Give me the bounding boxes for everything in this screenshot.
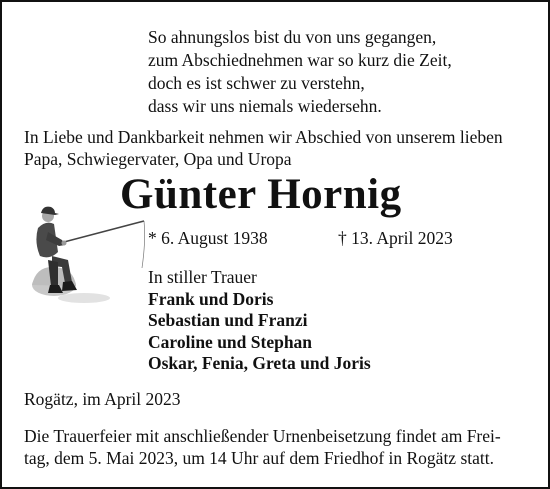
birth-date: * 6. August 1938 <box>148 228 268 248</box>
poem-line: So ahnungslos bist du von uns gegangen, <box>148 27 437 47</box>
poem-line: zum Abschiednehmen war so kurz die Zeit, <box>148 50 452 70</box>
intro-line: In Liebe und Dankbarkeit nehmen wir Abschied von unserem lieben <box>24 127 503 147</box>
mourner-names: Sebastian und Franzi <box>148 310 308 330</box>
deceased-name: Günter Hornig <box>120 171 402 218</box>
memorial-poem <box>148 26 452 118</box>
funeral-info <box>24 425 501 469</box>
mourner-names: Caroline und Stephan <box>148 331 313 352</box>
place-and-date: Rogätz, im April 2023 <box>24 389 181 409</box>
poem-line: dass wir uns niemals wiedersehn. <box>148 96 382 116</box>
mourners-block <box>148 267 371 375</box>
mourner-names: Frank und Doris <box>148 288 274 309</box>
funeral-line: Die Trauerfeier mit anschließender Urnenbeisetzung findet am Frei- <box>24 426 501 446</box>
intro-line: Papa, Schwiegervater, Opa und Uropa <box>24 149 292 169</box>
mourner-names: Oskar, Fenia, Greta und Joris <box>148 353 371 373</box>
poem-line: doch es ist schwer zu verstehn, <box>148 73 365 93</box>
fisherman-icon <box>24 190 148 306</box>
death-date: † 13. April 2023 <box>338 228 453 248</box>
mourners-heading: In stiller Trauer <box>148 267 257 287</box>
funeral-line: tag, dem 5. Mai 2023, um 14 Uhr auf dem Friedhof in Rogätz statt. <box>24 448 494 468</box>
farewell-intro <box>24 126 503 170</box>
